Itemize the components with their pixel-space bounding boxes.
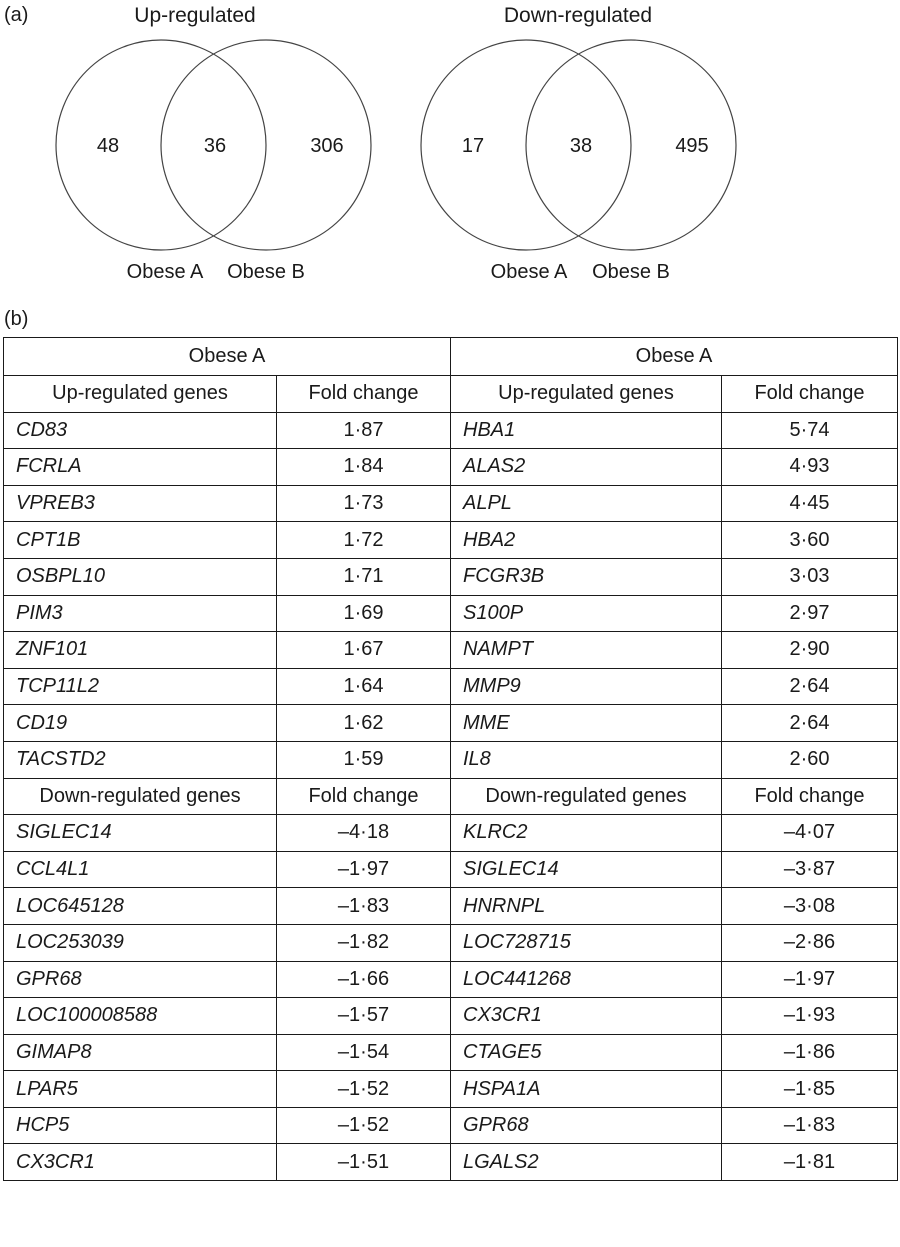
table-row bbox=[4, 888, 898, 925]
group-header-right: Obese A bbox=[451, 338, 898, 376]
up-header-row bbox=[4, 376, 898, 413]
table-row bbox=[4, 1144, 898, 1181]
fold-change-value: 3·03 bbox=[722, 558, 898, 595]
gene-name: CPT1B bbox=[4, 522, 277, 559]
group-header-row bbox=[4, 338, 898, 376]
fold-change-value: –1·86 bbox=[722, 1034, 898, 1071]
fold-change-value: –3·87 bbox=[722, 851, 898, 888]
venn-count-overlap: 36 bbox=[203, 135, 227, 157]
venn-count-left-only: 48 bbox=[96, 135, 120, 157]
gene-name: FCGR3B bbox=[451, 558, 722, 595]
fold-change-value: –1·93 bbox=[722, 998, 898, 1035]
venn-count-overlap: 38 bbox=[569, 135, 593, 157]
table-row bbox=[4, 924, 898, 961]
fold-change-value: 1·62 bbox=[277, 705, 451, 742]
fold-change-value: –1·52 bbox=[277, 1071, 451, 1108]
gene-name: MME bbox=[451, 705, 722, 742]
venn-down-regulated bbox=[421, 4, 736, 283]
venn-label-right: Obese B bbox=[592, 261, 670, 283]
gene-name: VPREB3 bbox=[4, 485, 277, 522]
venn-title: Up-regulated bbox=[134, 4, 256, 27]
fold-change-value: 1·73 bbox=[277, 485, 451, 522]
venn-count-left-only: 17 bbox=[461, 135, 485, 157]
fold-change-value: –1·52 bbox=[277, 1107, 451, 1144]
venn-label-right: Obese B bbox=[227, 261, 305, 283]
venn-title: Down-regulated bbox=[503, 4, 653, 27]
gene-name: GPR68 bbox=[4, 961, 277, 998]
gene-name: ALPL bbox=[451, 485, 722, 522]
down-fc-header: Fold change bbox=[722, 778, 898, 815]
down-fc-header: Fold change bbox=[277, 778, 451, 815]
gene-name: LPAR5 bbox=[4, 1071, 277, 1108]
fold-change-value: –1·97 bbox=[722, 961, 898, 998]
gene-name: HCP5 bbox=[4, 1107, 277, 1144]
fold-change-value: 3·60 bbox=[722, 522, 898, 559]
fold-change-value: 1·69 bbox=[277, 595, 451, 632]
fold-change-value: –1·83 bbox=[722, 1107, 898, 1144]
gene-name: FCRLA bbox=[4, 449, 277, 486]
table-row bbox=[4, 632, 898, 669]
gene-name: ZNF101 bbox=[4, 632, 277, 669]
gene-name: IL8 bbox=[451, 741, 722, 778]
table-row bbox=[4, 998, 898, 1035]
gene-name: LOC441268 bbox=[451, 961, 722, 998]
gene-name: CX3CR1 bbox=[451, 998, 722, 1035]
venn-up-regulated bbox=[56, 4, 371, 283]
gene-name: CD83 bbox=[4, 412, 277, 449]
venn-label-left: Obese A bbox=[490, 261, 568, 283]
gene-name: LOC645128 bbox=[4, 888, 277, 925]
gene-name: SIGLEC14 bbox=[4, 815, 277, 852]
table-row bbox=[4, 741, 898, 778]
fold-change-value: 1·72 bbox=[277, 522, 451, 559]
venn-count-right-only: 495 bbox=[675, 135, 709, 157]
table-row bbox=[4, 558, 898, 595]
gene-name: CTAGE5 bbox=[451, 1034, 722, 1071]
fold-change-value: –1·66 bbox=[277, 961, 451, 998]
table-row bbox=[4, 668, 898, 705]
gene-name: CCL4L1 bbox=[4, 851, 277, 888]
down-gene-header: Down-regulated genes bbox=[4, 778, 277, 815]
up-gene-header: Up-regulated genes bbox=[451, 376, 722, 413]
fold-change-value: –1·54 bbox=[277, 1034, 451, 1071]
gene-name: GIMAP8 bbox=[4, 1034, 277, 1071]
table-row bbox=[4, 1107, 898, 1144]
fold-change-value: 2·97 bbox=[722, 595, 898, 632]
fold-change-value: 2·90 bbox=[722, 632, 898, 669]
fold-change-value: –3·08 bbox=[722, 888, 898, 925]
gene-name: TCP11L2 bbox=[4, 668, 277, 705]
fold-change-value: –1·81 bbox=[722, 1144, 898, 1181]
venn-count-right-only: 306 bbox=[310, 135, 344, 157]
fold-change-value: –1·82 bbox=[277, 924, 451, 961]
fold-change-value: –4·07 bbox=[722, 815, 898, 852]
gene-name: HBA2 bbox=[451, 522, 722, 559]
fold-change-value: 2·64 bbox=[722, 705, 898, 742]
panel-b-label: (b) bbox=[4, 308, 29, 330]
fold-change-value: 1·71 bbox=[277, 558, 451, 595]
up-fc-header: Fold change bbox=[277, 376, 451, 413]
gene-name: PIM3 bbox=[4, 595, 277, 632]
panel-a-label: (a) bbox=[4, 4, 29, 26]
fold-change-value: –1·85 bbox=[722, 1071, 898, 1108]
gene-name: HSPA1A bbox=[451, 1071, 722, 1108]
down-gene-header: Down-regulated genes bbox=[451, 778, 722, 815]
fold-change-value: 1·59 bbox=[277, 741, 451, 778]
table-row bbox=[4, 851, 898, 888]
fold-change-value: –1·51 bbox=[277, 1144, 451, 1181]
table-row bbox=[4, 412, 898, 449]
gene-name: TACSTD2 bbox=[4, 741, 277, 778]
fold-change-value: –1·97 bbox=[277, 851, 451, 888]
fold-change-value: 1·64 bbox=[277, 668, 451, 705]
gene-name: LOC728715 bbox=[451, 924, 722, 961]
gene-name: OSBPL10 bbox=[4, 558, 277, 595]
table-row bbox=[4, 449, 898, 486]
fold-change-value: 2·64 bbox=[722, 668, 898, 705]
fold-change-value: –4·18 bbox=[277, 815, 451, 852]
fold-change-value: –1·57 bbox=[277, 998, 451, 1035]
fold-change-value: 2·60 bbox=[722, 741, 898, 778]
table-row bbox=[4, 1071, 898, 1108]
fold-change-value: –1·83 bbox=[277, 888, 451, 925]
fold-change-value: 4·93 bbox=[722, 449, 898, 486]
gene-name: HNRNPL bbox=[451, 888, 722, 925]
fold-change-value: 5·74 bbox=[722, 412, 898, 449]
table-row bbox=[4, 522, 898, 559]
fold-change-value: 4·45 bbox=[722, 485, 898, 522]
venn-label-left: Obese A bbox=[126, 261, 204, 283]
group-header-left: Obese A bbox=[4, 338, 451, 376]
gene-name: HBA1 bbox=[451, 412, 722, 449]
table-row bbox=[4, 705, 898, 742]
fold-change-value: 1·67 bbox=[277, 632, 451, 669]
fold-change-value: –2·86 bbox=[722, 924, 898, 961]
gene-name: ALAS2 bbox=[451, 449, 722, 486]
gene-name: LGALS2 bbox=[451, 1144, 722, 1181]
up-fc-header: Fold change bbox=[722, 376, 898, 413]
gene-name: NAMPT bbox=[451, 632, 722, 669]
venn-diagrams bbox=[0, 0, 900, 300]
gene-name: CD19 bbox=[4, 705, 277, 742]
gene-name: GPR68 bbox=[451, 1107, 722, 1144]
gene-name: KLRC2 bbox=[451, 815, 722, 852]
table-row bbox=[4, 815, 898, 852]
down-header-row bbox=[4, 778, 898, 815]
table-row bbox=[4, 1034, 898, 1071]
fold-change-value: 1·84 bbox=[277, 449, 451, 486]
up-gene-header: Up-regulated genes bbox=[4, 376, 277, 413]
gene-name: LOC100008588 bbox=[4, 998, 277, 1035]
table-row bbox=[4, 485, 898, 522]
gene-name: SIGLEC14 bbox=[451, 851, 722, 888]
gene-name: S100P bbox=[451, 595, 722, 632]
gene-fold-change-table bbox=[3, 337, 898, 1181]
gene-name: MMP9 bbox=[451, 668, 722, 705]
gene-name: LOC253039 bbox=[4, 924, 277, 961]
table-row bbox=[4, 595, 898, 632]
gene-name: CX3CR1 bbox=[4, 1144, 277, 1181]
fold-change-value: 1·87 bbox=[277, 412, 451, 449]
table-row bbox=[4, 961, 898, 998]
